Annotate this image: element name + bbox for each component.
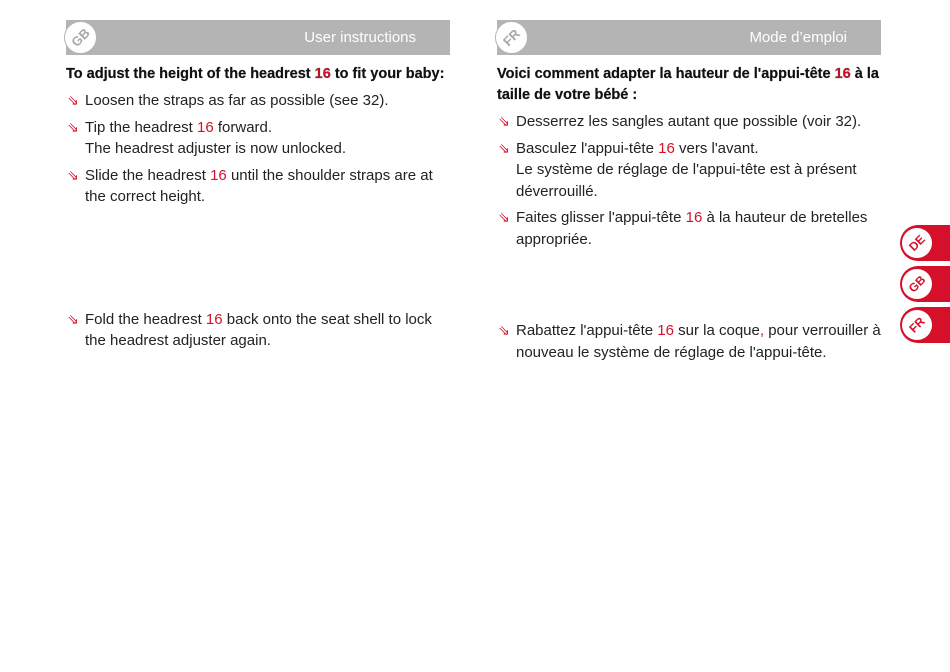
fr-language-badge: FR <box>488 14 535 61</box>
tab-fr[interactable] <box>900 307 950 343</box>
gb-intro: To adjust the height of the headrest 16 to fit your baby: <box>66 66 445 82</box>
gb-step-1: ⇘ Loosen the straps as far as possible (see 32). <box>66 90 450 112</box>
gb-step-4: ⇘ Fold the headrest 16 back onto the seat shell to lock the headrest adjuster again. <box>67 310 432 349</box>
fr-step-1: ⇘ Desserrez les sangles autant que possible (voir 32). <box>497 111 881 133</box>
arrow-icon: ⇘ <box>498 139 510 156</box>
arrow-icon: ⇘ <box>498 113 510 129</box>
gb-step-2: ⇘ Tip the headrest 16 forward. The headrest adjuster is now unlocked. <box>67 118 346 157</box>
fr-header-bar <box>497 20 881 55</box>
gb-language-badge: GB <box>57 14 104 61</box>
arrow-icon: ⇘ <box>498 322 510 338</box>
fr-step-4: ⇘ Rabattez l'appui-tête 16 sur la coque, pour verrouiller à nouveau le système de réglage de l'appui-tête. <box>498 322 881 361</box>
fr-step-3: ⇘ Faites glisser l'appui-tête 16 à la hauteur de bretelles appropriée. <box>498 209 868 248</box>
fr-intro: Voici comment adapter la hauteur de l'appui-tête 16 à la taille de votre bébé : <box>497 66 879 103</box>
fr-header-title: Mode d’emploi <box>749 29 847 46</box>
gb-header-title: User instructions <box>304 29 416 46</box>
arrow-icon: ⇘ <box>67 166 79 183</box>
gb-step-3: ⇘ Slide the headrest 16 until the shoulder straps are at the correct height. <box>67 166 433 205</box>
tab-de-label: DE <box>896 222 938 264</box>
arrow-icon: ⇘ <box>67 118 79 135</box>
tab-de[interactable] <box>900 225 950 261</box>
tab-gb-label: GB <box>896 263 938 305</box>
language-tabs <box>900 225 950 348</box>
fr-column <box>497 20 881 363</box>
gb-header-bar <box>66 20 450 55</box>
gb-column <box>66 20 450 352</box>
fr-step-2: ⇘ Basculez l'appui-tête 16 vers l'avant. Le système de réglage de l'appui-tête est à présent déverrouillé. <box>498 139 857 200</box>
arrow-icon: ⇘ <box>67 310 79 327</box>
arrow-icon: ⇘ <box>498 209 510 225</box>
arrow-icon: ⇘ <box>67 92 79 108</box>
tab-gb[interactable] <box>900 266 950 302</box>
tab-fr-label: FR <box>896 304 938 346</box>
